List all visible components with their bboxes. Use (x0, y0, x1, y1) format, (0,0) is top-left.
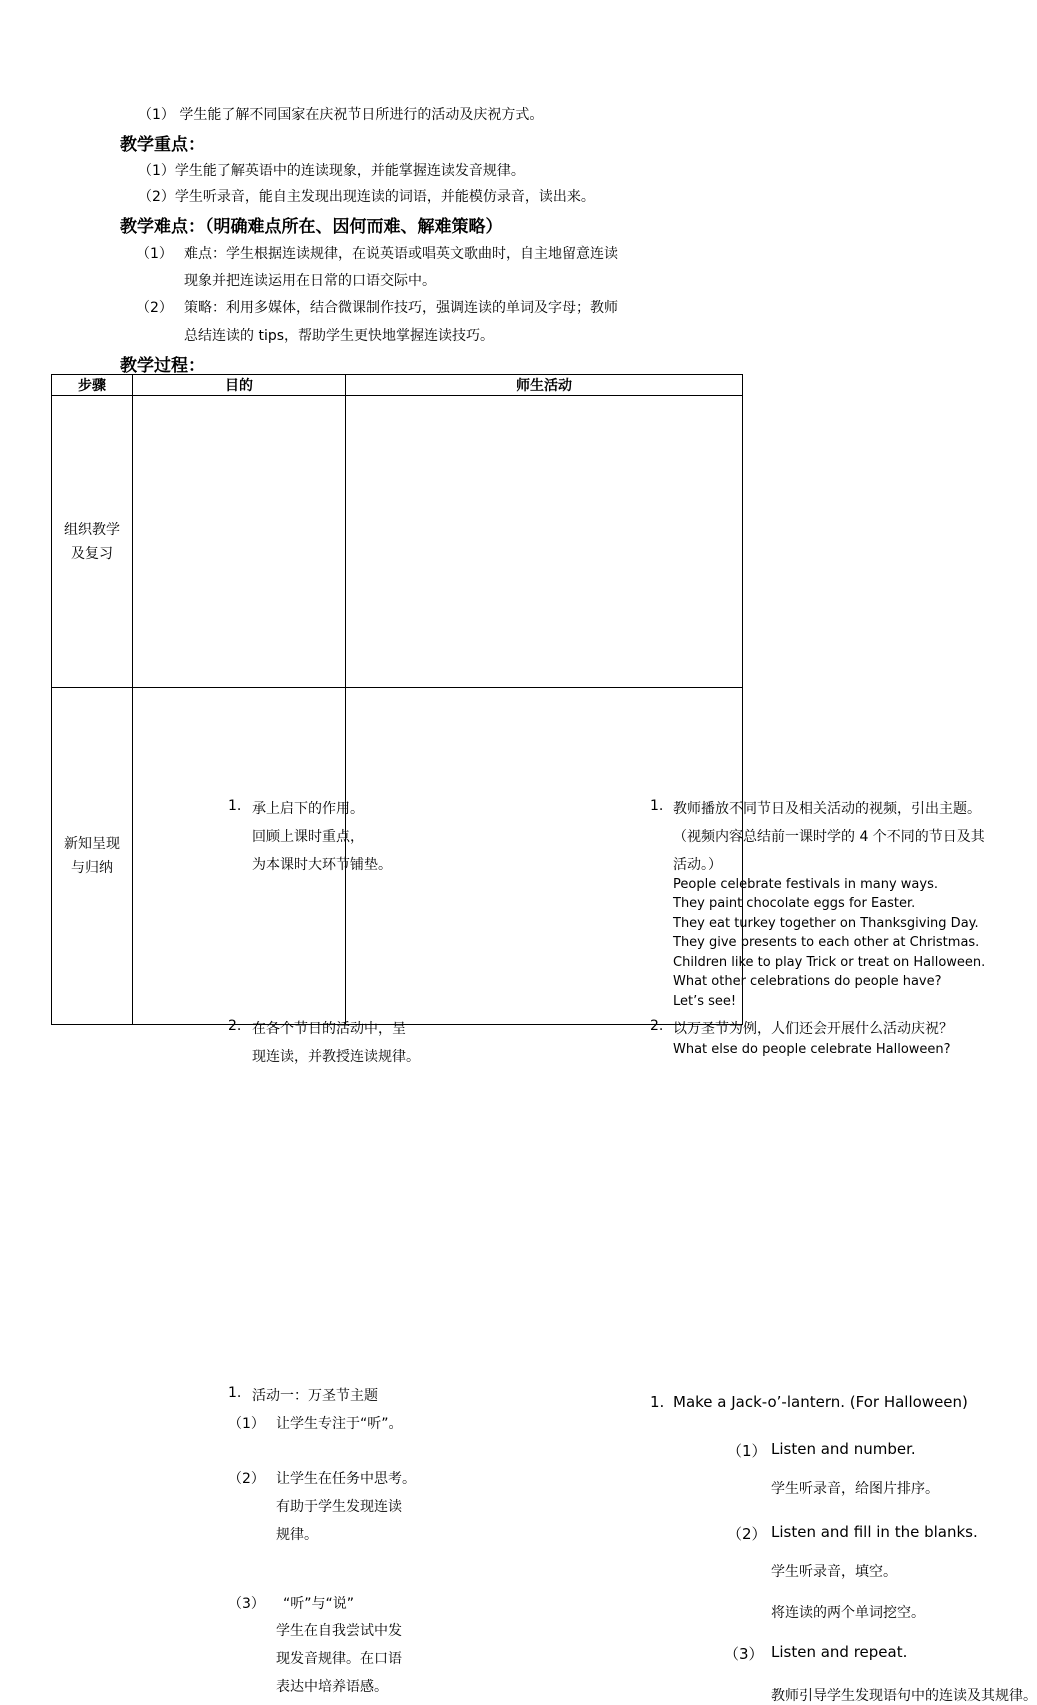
english-sentence: What else do people celebrate Halloween? (673, 1042, 951, 1057)
list-number: （3） (724, 1645, 764, 1663)
difficulty-num-1: （1） (136, 246, 173, 262)
step-label: 及复习 (71, 545, 113, 562)
list-number: （1） (727, 1442, 767, 1460)
english-sentence: What other celebrations do people have? (673, 974, 942, 989)
activity-text: 以万圣节为例，人们还会开展什么活动庆祝？ (673, 1021, 953, 1037)
list-number: 1. (228, 798, 242, 814)
purpose-text: 为本课时大环节铺垫。 (252, 857, 392, 873)
activity-text: Listen and repeat. (771, 1643, 908, 1661)
english-sentence: Children like to play Trick or treat on Halloween. (673, 955, 986, 970)
list-number: 1. (228, 1385, 242, 1401)
purpose-cell (133, 396, 420, 1065)
table-header-row (52, 375, 743, 396)
strategy-line: 策略：利用多媒体，结合微课制作技巧，强调连读的单词及字母；教师 (184, 300, 618, 316)
header-activity: 师生活动 (346, 375, 743, 396)
english-sentence: People celebrate festivals in many ways. (673, 877, 938, 892)
purpose-text: 活动一：万圣节主题 (252, 1388, 378, 1404)
key-points-title: 教学重点： (120, 135, 205, 155)
purpose-text: 规律。 (276, 1527, 318, 1543)
activity-text: 活动。） (673, 857, 722, 873)
activity-text: 将连读的两个单词挖空。 (771, 1605, 925, 1621)
key-point-1: （1）学生能了解英语中的连读现象，并能掌握连读发音规律。 (138, 163, 525, 179)
list-number: （2） (228, 1471, 265, 1487)
english-sentence: Let’s see! (673, 994, 737, 1009)
purpose-text: 承上启下的作用。 (252, 801, 364, 817)
step-label: 新知呈现 (64, 836, 120, 852)
step-cell (52, 688, 133, 1025)
activity-text: Listen and fill in the blanks. (771, 1523, 978, 1541)
purpose-text: 让学生专注于“听”。 (276, 1416, 403, 1432)
table-row (52, 688, 743, 1025)
activity-text: Listen and number. (771, 1440, 916, 1458)
english-sentence: They paint chocolate eggs for Easter. (673, 896, 916, 911)
activity-text: 学生听录音，填空。 (771, 1564, 897, 1580)
purpose-text: “听”与“说” (283, 1596, 355, 1612)
list-number: （3） (228, 1596, 265, 1612)
activity-text: 学生听录音，给图片排序。 (771, 1481, 939, 1497)
purpose-text: 在各个节日的活动中，呈 (252, 1021, 406, 1037)
english-sentence: They eat turkey together on Thanksgiving Day. (673, 916, 979, 931)
difficulty-line: 现象并把连读运用在日常的口语交际中。 (184, 273, 436, 289)
process-title: 教学过程： (120, 356, 205, 376)
english-sentence: They give presents to each other at Christmas. (673, 935, 980, 950)
purpose-text: 表达中培养语感。 (276, 1679, 388, 1695)
list-number: 1. (650, 798, 664, 814)
activity-text: Make a Jack-o’-lantern. (For Halloween) (673, 1393, 968, 1411)
table-row (52, 396, 743, 688)
list-number: 1. (650, 1393, 665, 1411)
activity-text: 教师引导学生发现语句中的连读及其规律。 (771, 1688, 1037, 1704)
difficulty-num-2: （2） (136, 300, 173, 316)
difficulty-title: 教学难点：（明确难点所在、因何而难、解难策略） (120, 217, 503, 237)
list-number: 2. (650, 1018, 664, 1034)
step-label: 与归纳 (71, 860, 113, 876)
purpose-text: 回顾上课时重点， (252, 829, 364, 845)
key-point-2: （2）学生听录音，能自主发现出现连读的词语，并能模仿录音，读出来。 (138, 189, 595, 205)
list-number: （2） (727, 1525, 767, 1543)
step-cell (52, 396, 133, 688)
header-step: 步骤 (52, 375, 133, 396)
activity-text: （视频内容总结前一课时学的 4 个不同的节日及其 (673, 829, 985, 845)
purpose-text: 让学生在任务中思考。 (276, 1471, 416, 1487)
learning-goal-item: （1） 学生能了解不同国家在庆祝节日所进行的活动及庆祝方式。 (138, 107, 544, 123)
activity-cell (346, 396, 986, 1057)
teaching-process-table (51, 374, 1037, 1704)
list-number: （1） (228, 1416, 265, 1432)
header-purpose: 目的 (133, 375, 346, 396)
difficulty-line: 难点：学生根据连读规律，在说英语或唱英文歌曲时，自主地留意连读 (184, 246, 618, 262)
list-number: 2. (228, 1018, 242, 1034)
purpose-text: 现连读，并教授连读规律。 (252, 1049, 420, 1065)
purpose-text: 学生在自我尝试中发 (276, 1623, 402, 1639)
step-label: 组织教学 (64, 521, 120, 538)
purpose-text: 现发音规律。在口语 (276, 1651, 402, 1667)
purpose-text: 有助于学生发现连读 (276, 1499, 402, 1515)
strategy-line: 总结连读的 tips，帮助学生更快地掌握连读技巧。 (184, 328, 495, 344)
activity-text: 教师播放不同节日及相关活动的视频，引出主题。 (673, 801, 981, 817)
